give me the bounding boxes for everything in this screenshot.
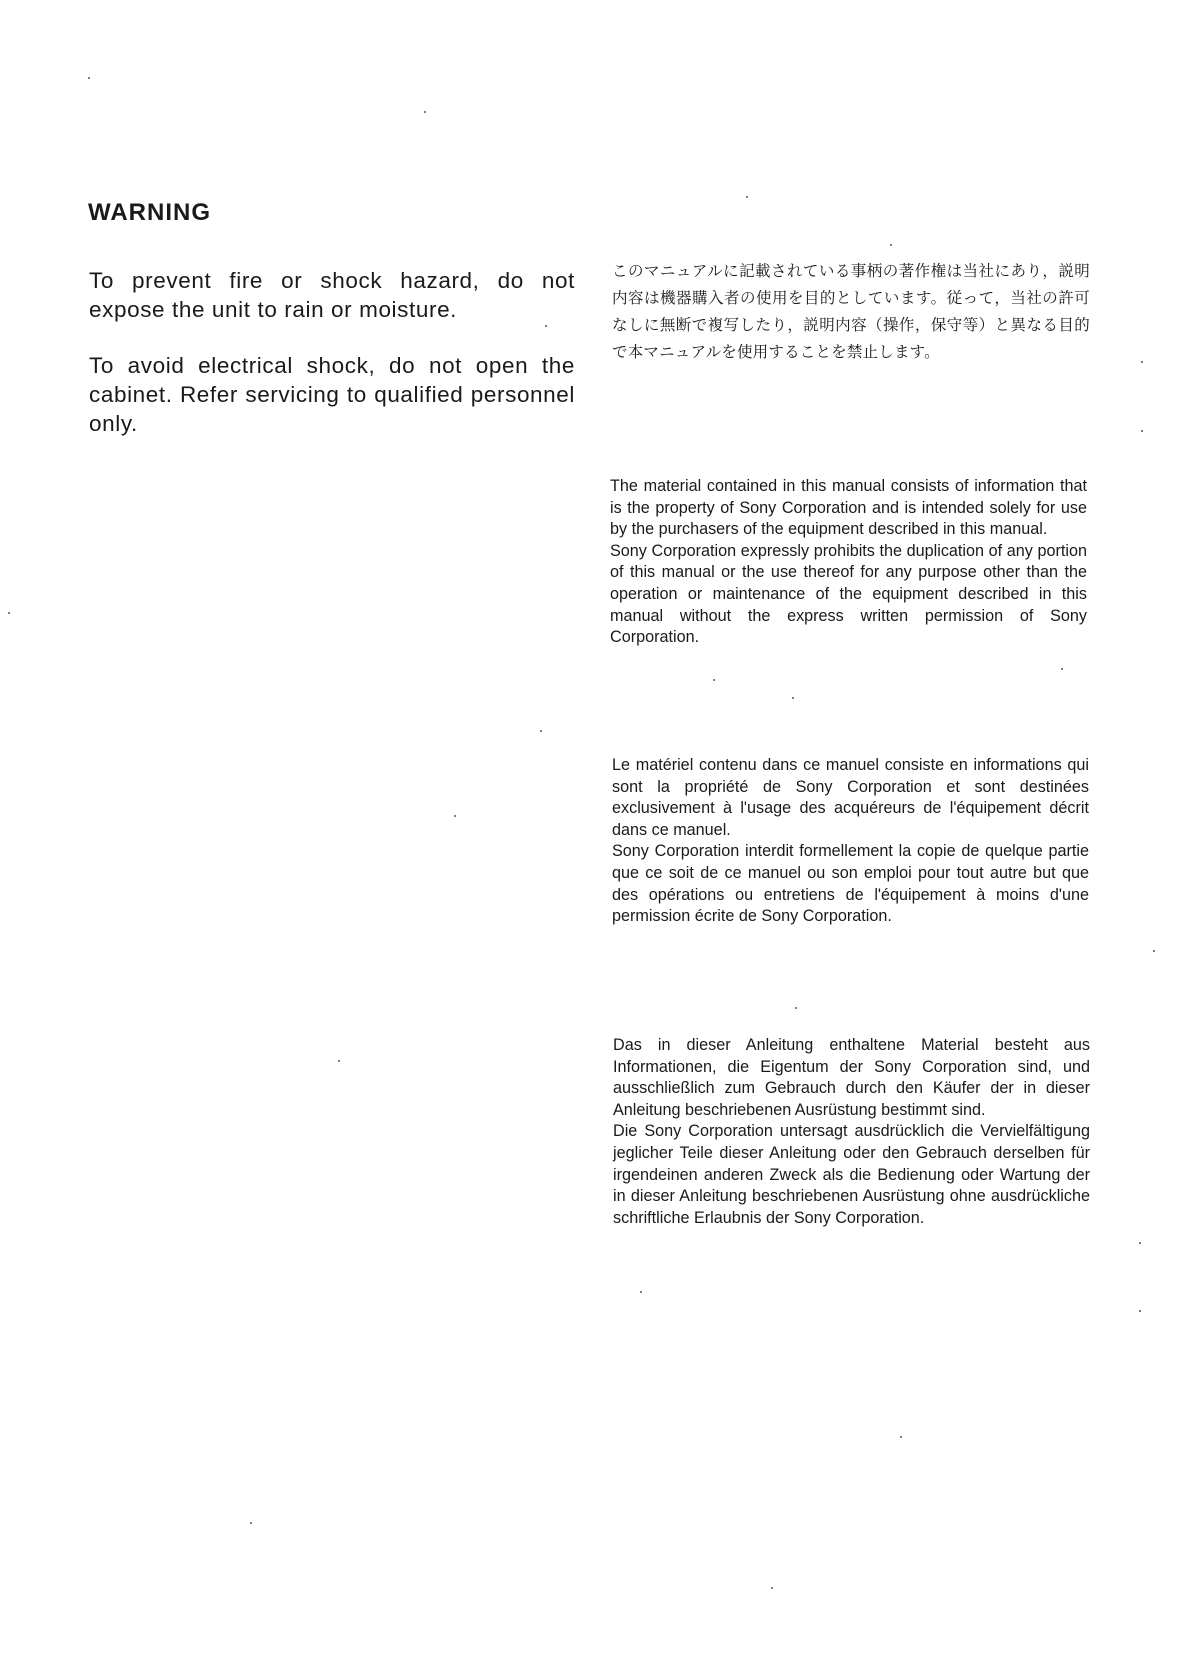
warning-fire-block: [89, 266, 575, 324]
notice-french-p1: Le matériel contenu dans ce manuel consiste en informations qui sont la propriété de Sony Corporation et sont destinées exclusivement à l'usage des acquéreurs de l'équipement décrit dans ce manuel.: [612, 756, 1089, 839]
scan-speck: [424, 111, 426, 113]
notice-german-p2: Die Sony Corporation untersagt ausdrücklich die Vervielfältigung jeglicher Teile dieser Anleitung oder den Gebrauch derselben für irgendeinen anderen Zweck als die Bedienung oder Wartung der in dieser Anleitung beschriebenen Ausrüstung ohne ausdrückliche schriftliche Erlaubnis der Sony Corporation.: [613, 1122, 1090, 1227]
scan-speck: [250, 1522, 252, 1524]
scan-speck: [1139, 1242, 1141, 1244]
notice-english-p1: The material contained in this manual consists of information that is the property of Sony Corporation and is intended solely for use by the purchasers of the equipment described in this manual.: [610, 477, 1087, 539]
notice-german-p1: Das in dieser Anleitung enthaltene Material besteht aus Informationen, die Eigentum der Sony Corporation sind, und ausschließlich zum Gebrauch durch den Käufer der in dieser Anleitung beschriebenen Ausrüstung bestimmt sind.: [613, 1036, 1090, 1119]
scan-speck: [8, 612, 10, 614]
scan-speck: [338, 1060, 340, 1062]
warning-heading: WARNING: [88, 199, 211, 226]
scan-speck: [771, 1587, 773, 1589]
scan-speck: [540, 730, 542, 732]
scan-speck: [792, 697, 794, 699]
scan-speck: [1061, 668, 1063, 670]
scan-speck: [795, 1007, 797, 1009]
notice-german: [613, 1035, 1090, 1229]
scan-speck: [890, 244, 892, 246]
notice-english-p2: Sony Corporation expressly prohibits the duplication of any portion of this manual or the use thereof for any purpose other than the operation or maintenance of the equipment described in this manual without the express written permission of Sony Corporation.: [610, 541, 1087, 647]
notice-japanese-text: このマニュアルに記載されている事柄の著作権は当社にあり，説明内容は機器購入者の使用を目的としています。従って，当社の許可なしに無断で複写したり，説明内容（操作，保守等）と異なる目的で本マニュアルを使用することを禁止します。: [612, 262, 1090, 361]
notice-english: [610, 476, 1087, 649]
scan-speck: [640, 1291, 642, 1293]
scan-speck: [900, 1436, 902, 1438]
scan-speck: [746, 196, 748, 198]
scan-speck: [1139, 1310, 1141, 1312]
warning-shock-text: To avoid electrical shock, do not open the cabinet. Refer servicing to qualified personnel only.: [89, 353, 575, 436]
warning-shock-block: [89, 351, 575, 438]
scan-speck: [545, 325, 547, 327]
scan-speck: [454, 815, 456, 817]
notice-french: [612, 755, 1089, 928]
scan-speck: [1141, 430, 1143, 432]
scan-speck: [88, 77, 90, 79]
warning-fire-text: To prevent fire or shock hazard, do not expose the unit to rain or moisture.: [89, 268, 575, 322]
scan-speck: [713, 679, 715, 681]
scan-speck: [1141, 361, 1143, 363]
scan-speck: [1153, 950, 1155, 952]
notice-french-p2: Sony Corporation interdit formellement la copie de quelque partie que ce soit de ce manuel ou son emploi pour tout autre but que des opérations ou entretiens de l'équipement à moins d'une permission écrite de Sony Corporation.: [612, 842, 1089, 926]
notice-japanese: [612, 258, 1090, 366]
